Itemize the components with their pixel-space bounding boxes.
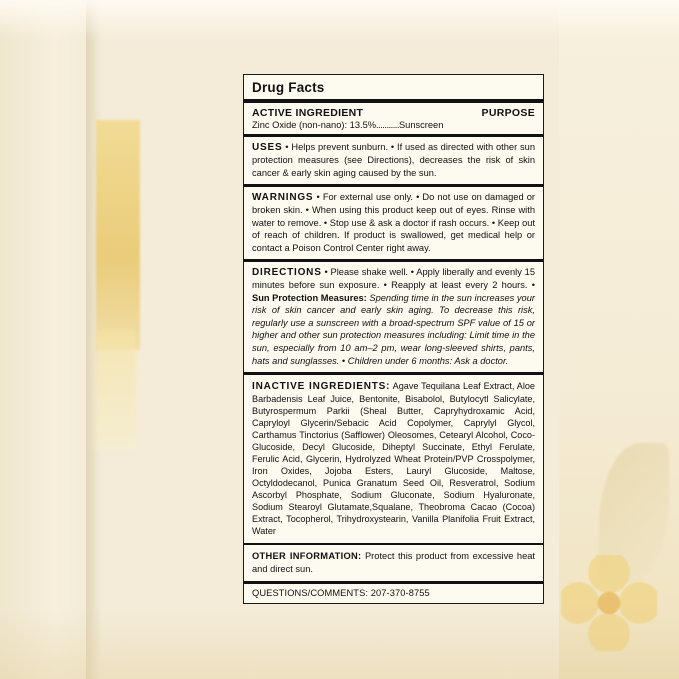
uses-text: • Helps prevent sunburn. • If used as directed with other sun protection measures (see Directions), decreases the risk of skin cancer & early skin aging caused by the sun. xyxy=(252,141,536,178)
questions-comments: QUESTIONS/COMMENTS: 207-370-8755 xyxy=(252,587,430,598)
package-bottom-shading xyxy=(0,609,679,679)
directions-label: DIRECTIONS xyxy=(252,266,322,278)
purpose-value: Sunscreen xyxy=(398,120,444,130)
active-ingredient-header-row xyxy=(244,103,543,120)
package-yellow-band xyxy=(96,120,140,350)
inactive-ingredients-label: INACTIVE INGREDIENTS: xyxy=(252,380,391,392)
directions-text-first: • Please shake well. • Apply liberally and evenly 15 minutes before sun exposure. • Reapply at least every 2 hours. • xyxy=(252,266,536,291)
purpose-header: PURPOSE xyxy=(481,107,535,119)
uses-section xyxy=(244,137,543,185)
leader-dots: ........... xyxy=(376,120,399,130)
other-information-label: OTHER INFORMATION: xyxy=(252,551,362,562)
active-ingredient-header: ACTIVE INGREDIENT xyxy=(252,107,364,119)
directions-section xyxy=(244,262,543,372)
directions-text-second: Spending time in the sun increases your risk of skin cancer and early skin aging. To decrease this risk, regularly use a sunscreen with a broad-spectrum SPF value of 15 or higher and other sun protection measures including: Limit time in the sun, especially from 10 am–2 pm, wear long-sleeved shirts, pants, hats and sunglasses. • Children under 6 months: Ask a doctor. xyxy=(252,292,535,366)
other-information-text: Protect this product from excessive heat and direct sun. xyxy=(252,551,536,574)
sun-protection-measures-label: Sun Protection Measures: xyxy=(252,292,367,303)
uses-label: USES xyxy=(252,141,283,153)
active-ingredient-value: Zinc Oxide (non-nano): 13.5% xyxy=(252,120,377,130)
other-information-section xyxy=(244,545,543,581)
active-ingredient-detail-row xyxy=(244,120,543,134)
inactive-ingredients-text: Agave Tequilana Leaf Extract, Aloe Barbadensis Leaf Juice, Bentonite, Bisabolol, Butylocytl Salicylate, Butyrospermum Parkii (Sheal Butter, Capryhydroxamic Acid, Capryloyl Glycerin/Sebacic Acid Copolymer, Caprylyl Glycol, Carthamus Tinctorius (Safflower) Oleosomes, Cetearyl Alcohol, Coco-Glucoside, Decyl Glucoside, Diheptyl Succinate, Ethyl Ferulate, Ferulic Acid, Glycerin, Hydrolyzed Wheat Protein/PVP Crosspolymer, Iron Oxides, Jojoba Esters, Lauryl Glucoside, Maltose, Octyldodecanol, Punica Granatum Seed Oil, Resveratrol, Sodium Ascorbyl Phosphate, Sodium Gluconate, Sodium Hyaluronate, Sodium Stearoyl Glutamate,Squalane, Theobroma Cacao (Cocoa) Extract, Tocopherol, Trihydroxystearin, Vanilla Planifolia Fruit Extract, Water xyxy=(252,380,535,536)
warnings-label: WARNINGS xyxy=(252,191,314,203)
package-left-edge xyxy=(0,0,92,679)
drug-facts-title: Drug Facts xyxy=(252,80,325,95)
warnings-section xyxy=(244,187,543,260)
inactive-ingredients-section xyxy=(244,375,543,543)
package-top-highlight xyxy=(0,0,679,40)
package-yellow-band-lower xyxy=(96,330,136,450)
warnings-text: • For external use only. • Do not use on damaged or broken skin. • When using this product keep out of eyes. Rinse with water to remove. • Stop use & ask a doctor if rash occurs. • Keep out of reach of children. If product is swallowed, get medical help or contact a Poison Control Center right away. xyxy=(252,191,535,253)
drug-facts-panel xyxy=(243,74,544,604)
